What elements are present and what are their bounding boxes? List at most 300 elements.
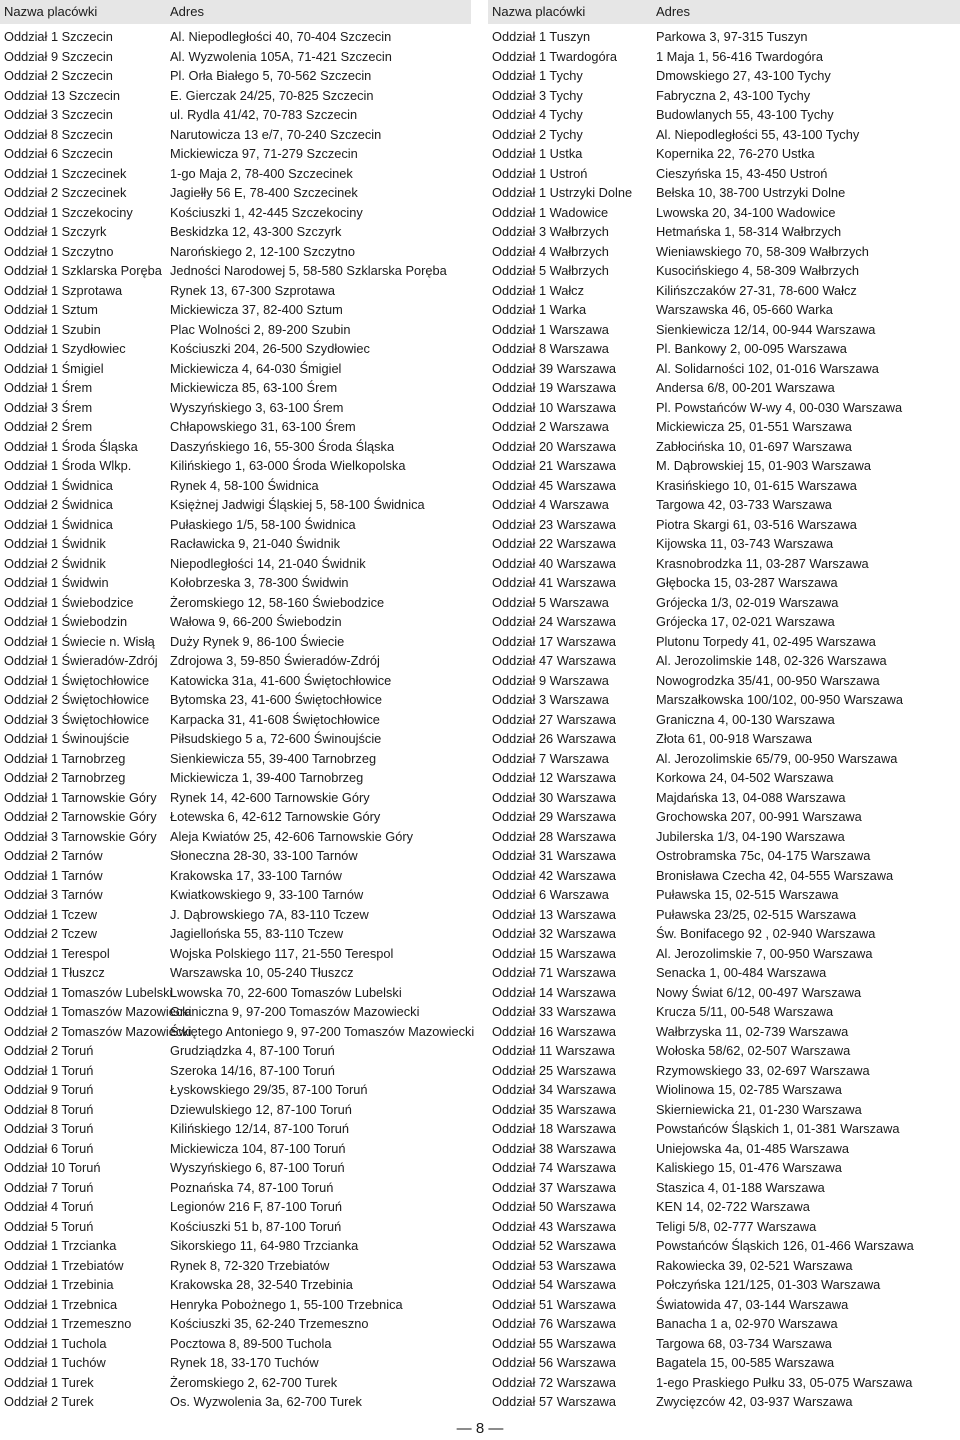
branch-address: Os. Wyzwolenia 3a, 62-700 Turek	[170, 1394, 362, 1409]
branch-address: Pl. Orła Białego 5, 70-562 Szczecin	[170, 68, 372, 83]
branch-address: Plutonu Torpedy 41, 02-495 Warszawa	[656, 633, 876, 649]
branch-name: Oddział 9 Szczecin	[4, 48, 113, 64]
branch-address: ul. Rydla 41/42, 70-783 Szczecin	[170, 107, 358, 122]
branch-name: Oddział 25 Warszawa	[492, 1062, 616, 1078]
branch-name: Oddział 3 Tychy	[492, 87, 583, 103]
branch-address: Wałowa 9, 66-200 Świebodzin	[170, 614, 342, 629]
branch-name: Oddział 1 Śrem	[4, 380, 93, 395]
branch-name: Oddział 1 Szubin	[4, 321, 101, 337]
branch-address: Daszyńskiego 16, 55-300 Środa Śląska	[170, 438, 395, 454]
branch-name: Oddział 45 Warszawa	[492, 477, 616, 493]
table-row	[0, 1041, 471, 1061]
table-row	[0, 905, 471, 925]
branch-address: Wyszyńskiego 6, 87-100 Toruń	[170, 1160, 345, 1175]
table-row	[488, 1197, 960, 1217]
branch-name: Oddział 53 Warszawa	[492, 1257, 616, 1273]
branch-name: Oddział 9 Toruń	[4, 1082, 94, 1097]
branch-name: Oddział 7 Warszawa	[492, 750, 609, 766]
branch-name: Oddział 1 Szczekociny	[4, 204, 133, 220]
branch-name: Oddział 3 Toruń	[4, 1121, 94, 1136]
table-row	[0, 1158, 471, 1178]
branch-name: Oddział 13 Szczecin	[4, 87, 120, 103]
table-row	[0, 1334, 471, 1354]
branch-name: Oddział 14 Warszawa	[492, 984, 616, 1000]
branch-address: Pułaskiego 1/5, 58-100 Świdnica	[170, 516, 356, 532]
table-row	[0, 66, 471, 86]
table-row	[488, 710, 960, 730]
table-row	[488, 1119, 960, 1139]
branch-address: Krakowska 17, 33-100 Tarnów	[170, 867, 342, 883]
table-row	[488, 885, 960, 905]
branch-address: Duży Rynek 9, 86-100 Świecie	[170, 633, 345, 649]
table-row	[488, 1158, 960, 1178]
branch-address: Puławska 15, 02-515 Warszawa	[656, 887, 839, 902]
branch-address: Jagiellońska 55, 83-110 Tczew	[170, 926, 344, 941]
branch-name: Oddział 51 Warszawa	[492, 1296, 616, 1312]
branch-name: Oddział 1 Świdnica	[4, 477, 113, 493]
table-row	[488, 66, 960, 86]
branch-address: Połczyńska 121/125, 01-303 Warszawa	[656, 1277, 881, 1292]
branch-name: Oddział 39 Warszawa	[492, 360, 616, 376]
branch-name: Oddział 1 Trzebnica	[4, 1296, 118, 1312]
table-row	[0, 300, 471, 320]
branch-address: Szeroka 14/16, 87-100 Toruń	[170, 1062, 335, 1078]
table-row	[488, 281, 960, 301]
branch-address: Słoneczna 28-30, 33-100 Tarnów	[170, 848, 358, 863]
table-row	[488, 1275, 960, 1295]
branch-name: Oddział 1 Warka	[492, 302, 587, 317]
table-row	[0, 1353, 471, 1373]
right-table-body	[488, 27, 960, 1412]
branch-address: Sikorskiego 11, 64-980 Trzcianka	[170, 1238, 359, 1253]
branch-address: Warszawska 10, 05-240 Tłuszcz	[170, 965, 354, 980]
branch-name: Oddział 42 Warszawa	[492, 867, 616, 883]
table-row	[0, 1100, 471, 1120]
table-row	[488, 164, 960, 184]
table-row	[488, 671, 960, 691]
branch-name: Oddział 38 Warszawa	[492, 1140, 616, 1156]
branch-name: Oddział 15 Warszawa	[492, 945, 616, 961]
table-row	[0, 105, 471, 125]
branch-name: Oddział 55 Warszawa	[492, 1335, 616, 1351]
branch-address: Wołoska 58/62, 02-507 Warszawa	[656, 1043, 851, 1058]
branch-name: Oddział 11 Warszawa	[492, 1043, 616, 1058]
branch-address: Senacka 1, 00-484 Warszawa	[656, 965, 827, 980]
table-row	[488, 222, 960, 242]
table-row	[0, 807, 471, 827]
table-row	[488, 1314, 960, 1334]
branch-name: Oddział 1 Szczecin	[4, 29, 113, 44]
branch-name: Oddział 1 Świebodzice	[4, 594, 134, 610]
branch-name: Oddział 1 Warszawa	[492, 321, 609, 337]
branch-address: Rynek 13, 67-300 Szprotawa	[170, 282, 336, 298]
table-row	[0, 729, 471, 749]
branch-address: Al. Niepodległości 40, 70-404 Szczecin	[170, 29, 392, 44]
branch-address: Piotra Skargi 61, 03-516 Warszawa	[656, 516, 857, 532]
branch-address: Św. Bonifacego 92 , 02-940 Warszawa	[656, 926, 876, 941]
branch-name: Oddział 5 Warszawa	[492, 594, 609, 610]
branch-name: Oddział 19 Warszawa	[492, 380, 616, 395]
table-row	[488, 1178, 960, 1198]
branch-name: Oddział 2 Toruń	[4, 1043, 94, 1058]
branch-name: Oddział 2 Tarnów	[4, 848, 103, 863]
branch-name: Oddział 2 Tychy	[492, 126, 583, 142]
branch-name: Oddział 5 Wałbrzych	[492, 263, 609, 278]
branch-name: Oddział 1 Śmigiel	[4, 360, 104, 376]
table-row	[488, 729, 960, 749]
table-row	[0, 476, 471, 496]
table-row	[0, 788, 471, 808]
branch-address: Kilińskiego 12/14, 87-100 Toruń	[170, 1121, 350, 1136]
branch-address: Nowy Świat 6/12, 00-497 Warszawa	[656, 984, 862, 1000]
branch-name: Oddział 2 Warszawa	[492, 419, 609, 434]
branch-name: Oddział 47 Warszawa	[492, 653, 616, 668]
branch-name: Oddział 21 Warszawa	[492, 458, 616, 473]
table-row	[488, 1080, 960, 1100]
branch-name: Oddział 1 Szydłowiec	[4, 341, 126, 356]
branch-name: Oddział 2 Szczecinek	[4, 185, 127, 200]
branch-name: Oddział 74 Warszawa	[492, 1160, 616, 1175]
table-row	[488, 125, 960, 145]
table-row	[0, 125, 471, 145]
table-row	[0, 1256, 471, 1276]
branch-address: Aleja Kwiatów 25, 42-606 Tarnowskie Góry	[170, 828, 414, 844]
branch-address: Krasińskiego 10, 01-615 Warszawa	[656, 477, 857, 493]
branch-name: Oddział 6 Szczecin	[4, 146, 113, 161]
branch-address: Katowicka 31a, 41-600 Świętochłowice	[170, 672, 392, 688]
table-row	[0, 242, 471, 262]
branch-address: Graniczna 9, 97-200 Tomaszów Mazowiecki	[170, 1004, 420, 1019]
table-row	[488, 1139, 960, 1159]
branch-address: Kościuszki 51 b, 87-100 Toruń	[170, 1218, 342, 1234]
table-row	[488, 495, 960, 515]
table-row	[0, 1061, 471, 1081]
branch-address: Kościuszki 35, 62-240 Trzemeszno	[170, 1316, 369, 1331]
branch-address: Mickiewicza 104, 87-100 Toruń	[170, 1140, 346, 1156]
branch-name: Oddział 71 Warszawa	[492, 965, 616, 980]
branch-address: Łotewska 6, 42-612 Tarnowskie Góry	[170, 809, 381, 824]
table-row	[488, 1295, 960, 1315]
branch-address: Graniczna 4, 00-130 Warszawa	[656, 711, 835, 727]
branch-address: Chłapowskiego 31, 63-100 Śrem	[170, 419, 356, 434]
branch-address: Hetmańska 1, 58-314 Wałbrzych	[656, 224, 842, 239]
table-row	[0, 495, 471, 515]
branch-name: Oddział 2 Świdnica	[4, 497, 113, 512]
branch-name: Oddział 23 Warszawa	[492, 516, 616, 532]
branch-address: Al. Wyzwolenia 105A, 71-421 Szczecin	[170, 48, 392, 64]
table-row	[0, 612, 471, 632]
table-row	[488, 963, 960, 983]
table-row	[0, 398, 471, 418]
branch-name: Oddział 50 Warszawa	[492, 1199, 616, 1214]
branch-name: Oddział 4 Toruń	[4, 1199, 94, 1214]
branch-address: Narutowicza 13 e/7, 70-240 Szczecin	[170, 126, 382, 142]
branch-name: Oddział 1 Twardogóra	[492, 48, 617, 64]
branch-name: Oddział 1 Szczyrk	[4, 224, 107, 239]
branch-address: Skierniewicka 21, 01-230 Warszawa	[656, 1101, 862, 1117]
branch-name: Oddział 1 Turek	[4, 1374, 94, 1390]
branch-address: Krucza 5/11, 00-548 Warszawa	[656, 1004, 834, 1019]
table-row	[488, 339, 960, 359]
table-row	[488, 144, 960, 164]
branch-name: Oddział 1 Świdnik	[4, 536, 106, 551]
table-row	[488, 1100, 960, 1120]
branch-name: Oddział 1 Trzemeszno	[4, 1316, 132, 1331]
branch-address: Świętego Antoniego 9, 97-200 Tomaszów Mazowiecki	[170, 1023, 475, 1039]
table-row	[0, 515, 471, 535]
branch-address: Rynek 18, 33-170 Tuchów	[170, 1355, 319, 1370]
branch-address: Mickiewicza 1, 39-400 Tarnobrzeg	[170, 770, 364, 785]
table-row	[0, 1002, 471, 1022]
table-row	[488, 1002, 960, 1022]
branch-name: Oddział 3 Tarnowskie Góry	[4, 828, 157, 844]
table-row	[0, 885, 471, 905]
table-row	[0, 827, 471, 847]
branch-address: Grudziądzka 4, 87-100 Toruń	[170, 1043, 335, 1058]
branch-address: Andersa 6/8, 00-201 Warszawa	[656, 380, 835, 395]
branch-name: Oddział 1 Tczew	[4, 906, 97, 922]
table-row	[488, 749, 960, 769]
branch-name: Oddział 13 Warszawa	[492, 906, 616, 922]
branch-address: Grójecka 1/3, 02-019 Warszawa	[656, 594, 839, 610]
branch-name: Oddział 1 Świdwin	[4, 575, 109, 590]
branch-name: Oddział 72 Warszawa	[492, 1374, 616, 1390]
table-row	[0, 164, 471, 184]
branch-name: Oddział 1 Tuszyn	[492, 29, 591, 44]
branch-address: 1-go Maja 2, 78-400 Szczecinek	[170, 165, 353, 181]
table-row	[488, 944, 960, 964]
branch-address: Fabryczna 2, 43-100 Tychy	[656, 87, 811, 103]
branch-name: Oddział 1 Szczytno	[4, 243, 114, 259]
branch-name: Oddział 10 Warszawa	[492, 399, 616, 415]
branch-address: Jedności Narodowej 5, 58-580 Szklarska Poręba	[170, 263, 447, 278]
branch-address: Pl. Bankowy 2, 00-095 Warszawa	[656, 341, 847, 356]
branch-name: Oddział 1 Tarnowskie Góry	[4, 789, 157, 805]
table-row	[488, 690, 960, 710]
branch-name: Oddział 34 Warszawa	[492, 1082, 616, 1097]
table-row	[488, 612, 960, 632]
branch-address: Jagiełły 56 E, 78-400 Szczecinek	[170, 185, 358, 200]
branch-name: Oddział 12 Warszawa	[492, 770, 616, 785]
table-row	[488, 359, 960, 379]
table-row	[0, 632, 471, 652]
table-row	[488, 183, 960, 203]
branch-address: Kwiatkowskiego 9, 33-100 Tarnów	[170, 887, 364, 902]
left-column	[0, 0, 475, 1409]
branch-address: Budowlanych 55, 43-100 Tychy	[656, 107, 834, 122]
table-row	[0, 983, 471, 1003]
table-row	[0, 1295, 471, 1315]
branch-name: Oddział 1 Wadowice	[492, 204, 609, 220]
right-table-header	[488, 0, 960, 24]
table-row	[0, 27, 471, 47]
table-row	[488, 1061, 960, 1081]
table-row	[488, 983, 960, 1003]
header-address: Adres	[656, 4, 690, 19]
branch-name: Oddział 8 Toruń	[4, 1101, 94, 1117]
branch-address: Rynek 14, 42-600 Tarnowskie Góry	[170, 789, 370, 805]
table-row	[488, 1217, 960, 1237]
branch-name: Oddział 28 Warszawa	[492, 828, 616, 844]
branch-name: Oddział 32 Warszawa	[492, 926, 616, 941]
table-row	[0, 1178, 471, 1198]
branch-address: Henryka Pobożnego 1, 55-100 Trzebnica	[170, 1296, 403, 1312]
branch-address: 1 Maja 1, 56-416 Twardogóra	[656, 48, 823, 64]
branch-address: Wojska Polskiego 117, 21-550 Terespol	[170, 945, 394, 961]
branch-address: Księżnej Jadwigi Śląskiej 5, 58-100 Świdnica	[170, 497, 425, 512]
branch-address: Wałbrzyska 11, 02-739 Warszawa	[656, 1023, 849, 1039]
header-name: Nazwa placówki	[4, 4, 98, 19]
branch-address: Kusocińskiego 4, 58-309 Wałbrzych	[656, 263, 859, 278]
table-row	[0, 944, 471, 964]
table-row	[488, 242, 960, 262]
table-row	[0, 261, 471, 281]
branch-address: Poznańska 74, 87-100 Toruń	[170, 1179, 334, 1195]
branch-address: Karpacka 31, 41-608 Świętochłowice	[170, 711, 380, 727]
branch-name: Oddział 41 Warszawa	[492, 575, 616, 590]
branch-address: Bytomska 23, 41-600 Świętochłowice	[170, 692, 382, 707]
branch-address: Zabłocińska 10, 01-697 Warszawa	[656, 438, 852, 454]
table-row	[0, 963, 471, 983]
branch-address: Krakowska 28, 32-540 Trzebinia	[170, 1277, 353, 1292]
table-row	[0, 671, 471, 691]
branch-name: Oddział 1 Szczecinek	[4, 165, 127, 181]
branch-name: Oddział 43 Warszawa	[492, 1218, 616, 1234]
table-row	[488, 846, 960, 866]
branch-name: Oddział 1 Tomaszów Mazowiecki	[4, 1004, 192, 1019]
branch-address: Teligi 5/8, 02-777 Warszawa	[656, 1218, 817, 1234]
branch-address: Al. Solidarności 102, 01-016 Warszawa	[656, 360, 879, 376]
table-row	[488, 203, 960, 223]
table-row	[0, 144, 471, 164]
table-row	[0, 378, 471, 398]
branch-name: Oddział 1 Ustroń	[492, 165, 588, 181]
branch-name: Oddział 16 Warszawa	[492, 1023, 616, 1039]
branch-address: Parkowa 3, 97-315 Tuszyn	[656, 29, 808, 44]
branch-name: Oddział 57 Warszawa	[492, 1394, 616, 1409]
branch-address: Kościuszki 1, 42-445 Szczekociny	[170, 204, 363, 220]
branch-name: Oddział 1 Tarnobrzeg	[4, 750, 126, 766]
branch-address: J. Dąbrowskiego 7A, 83-110 Tczew	[170, 906, 369, 922]
branch-name: Oddział 2 Tomaszów Mazowiecki	[4, 1023, 192, 1039]
branch-name: Oddział 4 Wałbrzych	[492, 243, 609, 259]
branch-name: Oddział 1 Tuchola	[4, 1335, 107, 1351]
branch-name: Oddział 1 Terespol	[4, 945, 110, 961]
branch-name: Oddział 6 Toruń	[4, 1140, 94, 1156]
table-row	[0, 1197, 471, 1217]
branch-name: Oddział 8 Szczecin	[4, 126, 113, 142]
table-row	[0, 1119, 471, 1139]
table-row	[0, 183, 471, 203]
branch-address: Mickiewicza 97, 71-279 Szczecin	[170, 146, 358, 161]
branch-address: Jubilerska 1/3, 04-190 Warszawa	[656, 828, 845, 844]
branch-address: Kijowska 11, 03-743 Warszawa	[656, 536, 834, 551]
table-row	[0, 554, 471, 574]
branch-address: M. Dąbrowskiej 15, 01-903 Warszawa	[656, 458, 872, 473]
table-row	[488, 651, 960, 671]
branch-name: Oddział 2 Turek	[4, 1394, 94, 1409]
branch-name: Oddział 1 Tuchów	[4, 1355, 106, 1370]
branch-name: Oddział 1 Świnoujście	[4, 731, 130, 746]
branch-name: Oddział 20 Warszawa	[492, 438, 616, 454]
table-row	[488, 515, 960, 535]
branch-address: Al. Jerozolimskie 7, 00-950 Warszawa	[656, 945, 873, 961]
branch-name: Oddział 4 Warszawa	[492, 497, 609, 512]
table-row	[488, 378, 960, 398]
branch-address: Dziewulskiego 12, 87-100 Toruń	[170, 1101, 352, 1117]
branch-name: Oddział 2 Tarnowskie Góry	[4, 809, 157, 824]
branch-name: Oddział 2 Tarnobrzeg	[4, 770, 126, 785]
table-row	[488, 534, 960, 554]
branch-name: Oddział 1 Świeradów-Zdrój	[4, 653, 158, 668]
branch-address: Rynek 4, 58-100 Świdnica	[170, 477, 319, 493]
table-row	[0, 1022, 475, 1042]
table-row	[0, 924, 471, 944]
table-row	[0, 320, 471, 340]
table-row	[488, 1373, 960, 1393]
branch-address: Wieniawskiego 70, 58-309 Wałbrzych	[656, 243, 869, 259]
table-row	[488, 437, 960, 457]
branch-address: Mickiewicza 25, 01-551 Warszawa	[656, 419, 852, 434]
table-row	[0, 1275, 471, 1295]
branch-address: Puławska 23/25, 02-515 Warszawa	[656, 906, 857, 922]
branch-name: Oddział 6 Warszawa	[492, 887, 609, 902]
table-row	[488, 320, 960, 340]
branch-address: Cieszyńska 15, 43-450 Ustroń	[656, 165, 828, 181]
left-table-header	[0, 0, 471, 24]
branch-name: Oddział 8 Warszawa	[492, 341, 609, 356]
branch-name: Oddział 3 Warszawa	[492, 692, 609, 707]
branch-name: Oddział 9 Warszawa	[492, 672, 609, 688]
table-row	[0, 222, 471, 242]
table-row	[0, 651, 471, 671]
branch-address: Pocztowa 8, 89-500 Tuchola	[170, 1335, 332, 1351]
branch-address: Marszałkowska 100/102, 00-950 Warszawa	[656, 692, 904, 707]
branch-address: Żeromskiego 12, 58-160 Świebodzice	[170, 594, 385, 610]
table-row	[488, 476, 960, 496]
table-row	[0, 1314, 471, 1334]
table-row	[488, 1022, 960, 1042]
branch-address: Wyszyńskiego 3, 63-100 Śrem	[170, 399, 344, 415]
branch-name: Oddział 1 Trzcianka	[4, 1238, 117, 1253]
table-row	[0, 573, 471, 593]
branch-address: Kilińszczaków 27-31, 78-600 Wałcz	[656, 282, 857, 298]
branch-address: Rakowiecka 39, 02-521 Warszawa	[656, 1257, 853, 1273]
branch-address: Beskidzka 12, 43-300 Szczyrk	[170, 224, 342, 239]
branch-name: Oddział 54 Warszawa	[492, 1277, 616, 1292]
branch-name: Oddział 2 Świdnik	[4, 555, 106, 571]
table-row	[0, 1236, 471, 1256]
table-row	[0, 534, 471, 554]
branch-name: Oddział 10 Toruń	[4, 1160, 101, 1175]
table-row	[0, 768, 471, 788]
branch-name: Oddział 1 Tarnów	[4, 867, 103, 883]
header-name: Nazwa placówki	[492, 4, 586, 19]
table-row	[488, 593, 960, 613]
table-row	[488, 788, 960, 808]
branch-name: Oddział 1 Świdnica	[4, 516, 113, 532]
branch-address: Łyskowskiego 29/35, 87-100 Toruń	[170, 1082, 368, 1097]
branch-name: Oddział 76 Warszawa	[492, 1316, 616, 1331]
table-row	[0, 593, 471, 613]
branch-address: Bełska 10, 38-700 Ustrzyki Dolne	[656, 185, 846, 200]
table-row	[0, 710, 471, 730]
branch-address: Zdrojowa 3, 59-850 Świeradów-Zdrój	[170, 653, 380, 668]
branch-name: Oddział 1 Sztum	[4, 302, 98, 317]
table-row	[488, 632, 960, 652]
branch-address: Uniejowska 4a, 01-485 Warszawa	[656, 1140, 849, 1156]
branch-address: Pl. Powstańców W-wy 4, 00-030 Warszawa	[656, 399, 903, 415]
